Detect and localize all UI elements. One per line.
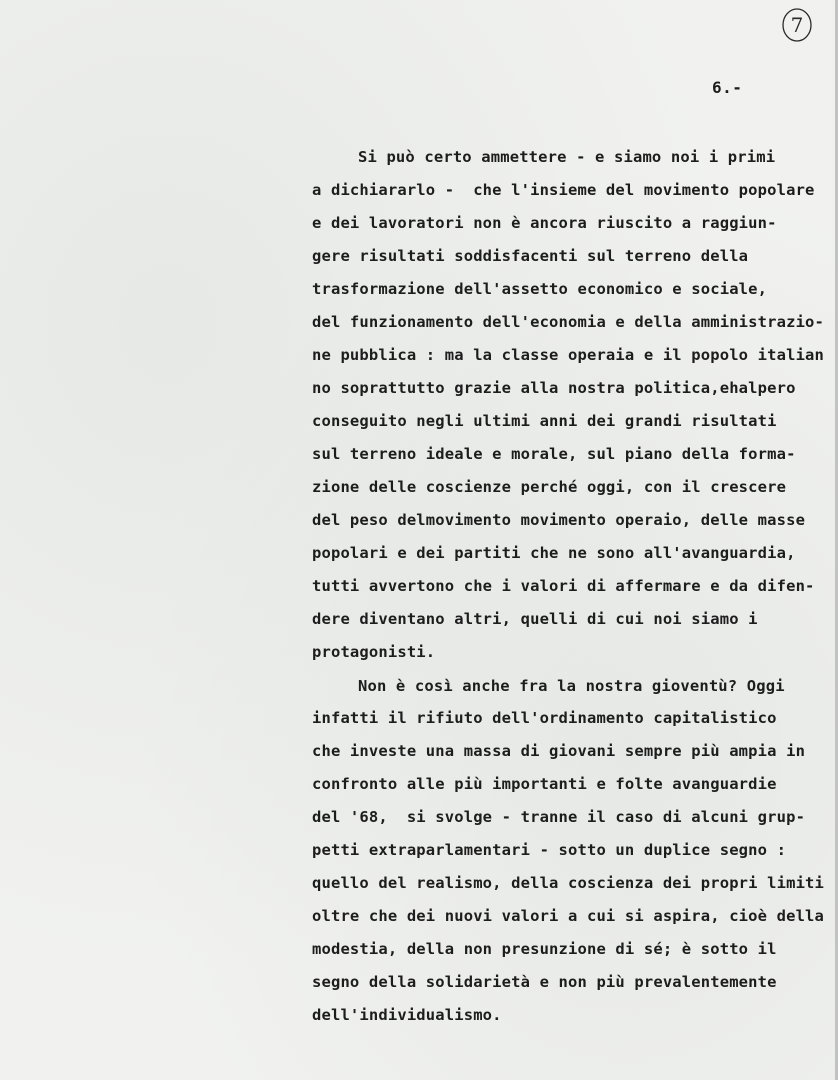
- text-line: Si può certo ammettere - e siamo noi i primi: [358, 148, 776, 166]
- text-line: ne pubblica : ma la classe operaia e il popolo italian: [312, 346, 825, 364]
- text-line: sul terreno ideale e morale, sul piano della forma-: [312, 445, 796, 463]
- text-line: del peso delmovimento movimento operaio, delle masse: [312, 511, 806, 529]
- text-line: zione delle coscienze perché oggi, con il crescere: [312, 478, 787, 496]
- text-line: infatti il rifiuto dell'ordinamento capitalistico: [312, 709, 777, 727]
- text-line: e dei lavoratori non è ancora riuscito a raggiun-: [312, 214, 777, 232]
- text-line: trasformazione dell'assetto economico e sociale,: [312, 280, 768, 298]
- text-line: protagonisti.: [312, 643, 436, 661]
- text-line: petti extraparlamentari - sotto un duplice segno :: [312, 841, 787, 859]
- text-line: quello del realismo, della coscienza dei propri limiti: [312, 874, 825, 892]
- text-line: a dichiararlo - che l'insieme del movimento popolare: [312, 181, 815, 199]
- text-line: che investe una massa di giovani sempre più ampia in: [312, 742, 806, 760]
- text-line: del '68, si svolge - tranne il caso di alcuni grup-: [312, 808, 806, 826]
- text-line: del funzionamento dell'economia e della amministrazio-: [312, 313, 825, 331]
- text-line: conseguito negli ultimi anni dei grandi risultati: [312, 412, 777, 430]
- text-line: Non è così anche fra la nostra gioventù? Oggi: [358, 677, 785, 695]
- text-line: gere risultati soddisfacenti sul terreno della: [312, 247, 749, 265]
- text-line: popolari e dei partiti che ne sono all'avanguardia,: [312, 544, 796, 562]
- corner-mark-text: 7: [790, 13, 804, 37]
- text-line: dere diventano altri, quelli di cui noi siamo i: [312, 610, 758, 628]
- text-line: no soprattutto grazie alla nostra politica,ehalpero: [312, 379, 796, 397]
- text-line: dell'individualismo.: [312, 1006, 502, 1024]
- text-line: confronto alle più importanti e folte avanguardie: [312, 775, 777, 793]
- text-line: modestia, della non presunzione di sé; è sotto il: [312, 940, 777, 958]
- text-line: tutti avvertono che i valori di affermare e da difen-: [312, 577, 815, 595]
- page-number: 6.-: [712, 78, 743, 97]
- text-line: segno della solidarietà e non più prevalentemente: [312, 973, 777, 991]
- text-line: oltre che dei nuovi valori a cui si aspira, cioè della: [312, 907, 825, 925]
